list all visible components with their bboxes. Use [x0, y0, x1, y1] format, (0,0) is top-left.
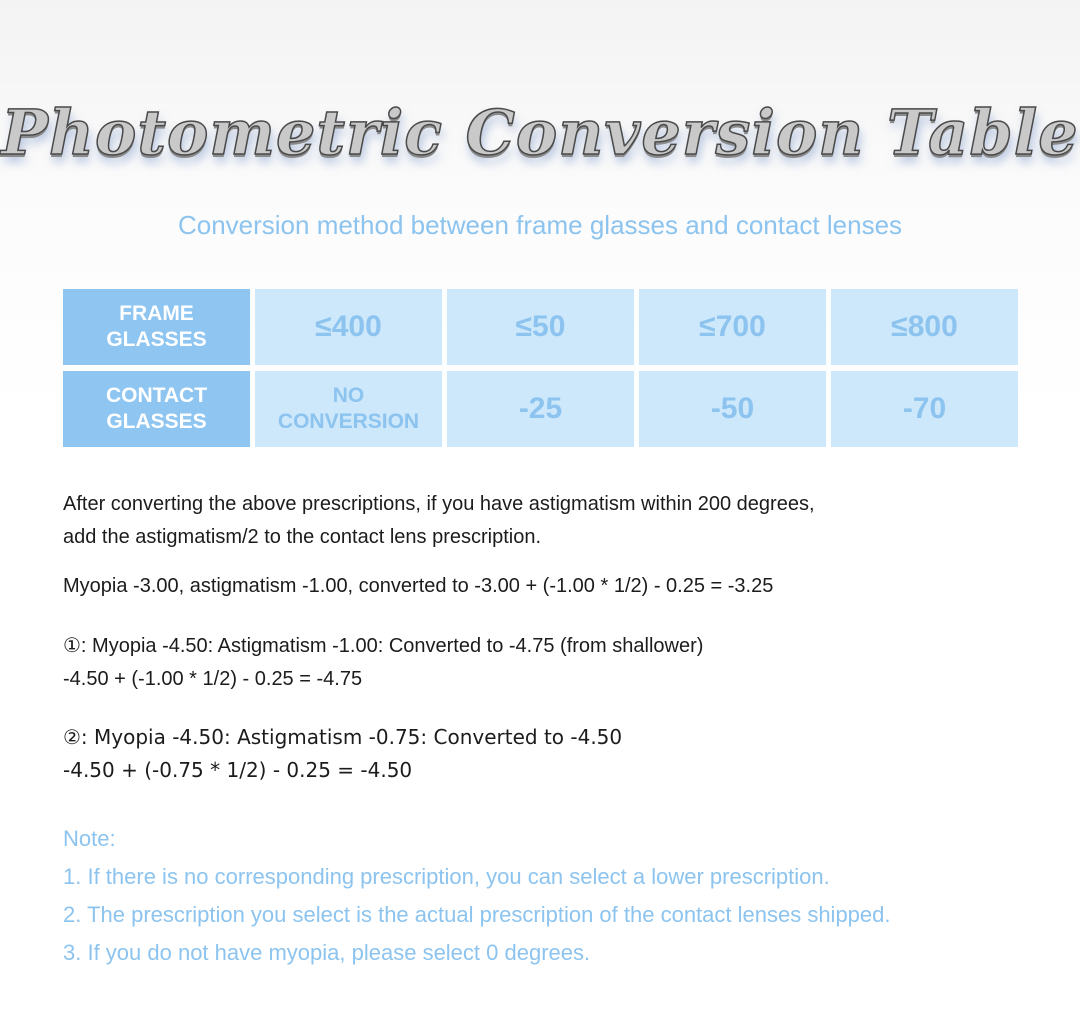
frame-value-700: ≤700: [639, 289, 826, 365]
example-two: [63, 721, 622, 787]
example-line: -4.50 + (-0.75 * 1/2) - 0.25 = -4.50: [63, 758, 413, 782]
frame-glasses-header: FRAME GLASSES: [63, 289, 250, 365]
frame-value-800: ≤800: [831, 289, 1018, 365]
general-example: Myopia -3.00, astigmatism -1.00, converted to -3.00 + (-1.00 * 1/2) - 0.25 = -3.25: [63, 575, 774, 597]
example-line: ①: Myopia -4.50: Astigmatism -1.00: Converted to -4.75 (from shallower): [63, 635, 704, 657]
frame-value-400: ≤400: [255, 289, 442, 365]
notes-heading: Note:: [63, 826, 116, 851]
example-line: ②: Myopia -4.50: Astigmatism -0.75: Converted to -4.50: [63, 725, 623, 749]
frame-value-50: ≤50: [447, 289, 634, 365]
example-line: -4.50 + (-1.00 * 1/2) - 0.25 = -4.75: [63, 668, 363, 690]
instruction-paragraph: [63, 488, 815, 554]
contact-value-50: -50: [639, 371, 826, 447]
page-title: Photometric Conversion Table: [1, 96, 1079, 169]
notes-section: [63, 820, 891, 972]
note-item: 3. If you do not have myopia, please select 0 degrees.: [63, 940, 591, 965]
contact-glasses-header: CONTACT GLASSES: [63, 371, 250, 447]
contact-value-no-conversion: NO CONVERSION: [255, 371, 442, 447]
example-one: [63, 630, 703, 696]
instruction-line: add the astigmatism/2 to the contact lens prescription.: [63, 526, 542, 548]
conversion-table: [63, 289, 1018, 447]
instruction-line: After converting the above prescriptions, if you have astigmatism within 200 degrees,: [63, 493, 815, 515]
note-item: 1. If there is no corresponding prescription, you can select a lower prescription.: [63, 864, 830, 889]
contact-value-70: -70: [831, 371, 1018, 447]
note-item: 2. The prescription you select is the actual prescription of the contact lenses shipped.: [63, 902, 891, 927]
contact-value-25: -25: [447, 371, 634, 447]
page-subtitle: Conversion method between frame glasses and contact lenses: [177, 210, 903, 240]
